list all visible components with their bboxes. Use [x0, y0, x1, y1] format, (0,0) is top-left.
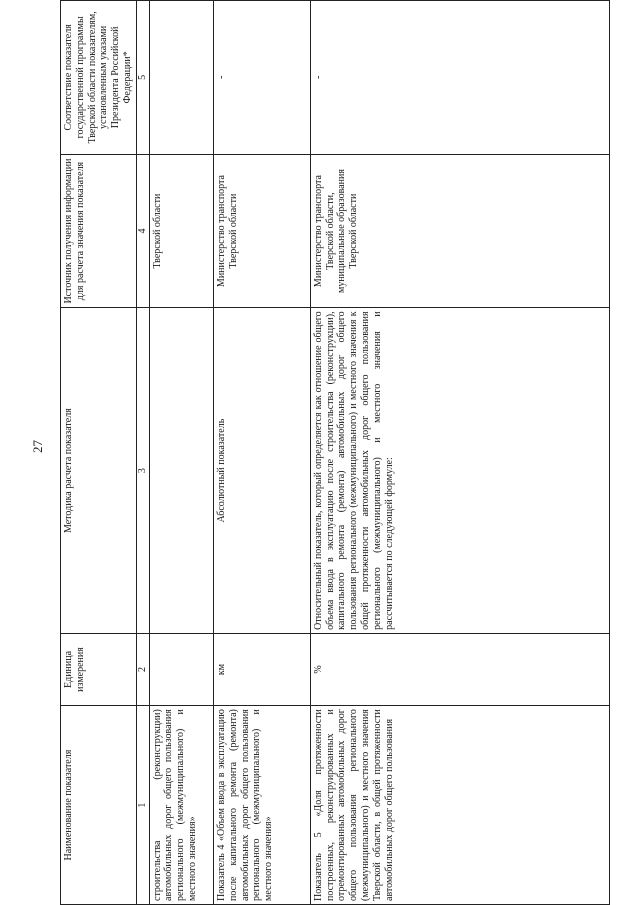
header-row — [61, 1, 137, 905]
indicators-table — [60, 0, 610, 905]
col-number: 2 — [136, 633, 149, 705]
indicator-unit: км — [214, 633, 311, 705]
page-number: 27 — [30, 440, 45, 453]
header-source: Источник получения информации для расчета значения показателя — [61, 154, 137, 308]
column-numbers-row — [136, 1, 149, 905]
header-unit: Единица измерения — [61, 633, 137, 705]
indicator-source: Министерство транспорта Тверской области — [214, 154, 311, 308]
table-row — [149, 1, 213, 905]
table-row — [214, 1, 311, 905]
indicator-method — [149, 308, 213, 633]
header-name: Наименование показателя — [61, 706, 137, 905]
col-number: 1 — [136, 706, 149, 905]
indicator-unit — [149, 633, 213, 705]
indicator-source: Министерство транспорта Тверской области, муниципальные образования Тверской области — [310, 154, 609, 308]
header-method: Методика расчета показателя — [61, 308, 137, 633]
indicator-unit: % — [310, 633, 609, 705]
header-compliance: Соответствие показателя государственной программы Тверской области показателям, установленным указами Президента Российской Федерации* — [61, 1, 137, 155]
indicator-compliance — [149, 1, 213, 155]
indicator-name: Показатель 5 «Доля протяженности построенных, реконструированных и отремонтированных автомобильных дорог общего пользования регионального (межмуниципального) и местного значения Тверской области, в общей протяженности автомобильных дорог общего пользования — [310, 706, 609, 905]
indicator-source: Тверской области — [149, 154, 213, 308]
table-row — [310, 1, 609, 905]
indicator-name: строительства (реконструкции) автомобильных дорог общего пользования регионального (межмуниципального) и местного значения» — [149, 706, 213, 905]
indicator-name: Показатель 4 «Объем ввода в эксплуатацию после капитального ремонта (ремонта) автомобильных дорог общего пользования регионального (межмуниципального) и местного значения» — [214, 706, 311, 905]
rotated-page — [60, 0, 610, 905]
indicator-compliance: - — [214, 1, 311, 155]
col-number: 3 — [136, 308, 149, 633]
col-number: 4 — [136, 154, 149, 308]
indicator-method: Абсолютный показатель — [214, 308, 311, 633]
col-number: 5 — [136, 1, 149, 155]
indicator-compliance: - — [310, 1, 609, 155]
indicator-method: Относительный показатель, который определяется как отношение общего объема ввода в эксплуатацию после строительства (реконструкции), капитального ремонта (ремонта) автомобильных дорог общего пользования регионального (межмуниципального) и местного значения к общей протяженности автомобильных дорог общего пользования регионального (межмуниципального) и местного значения и рассчитывается по следующей формуле: — [310, 308, 609, 633]
